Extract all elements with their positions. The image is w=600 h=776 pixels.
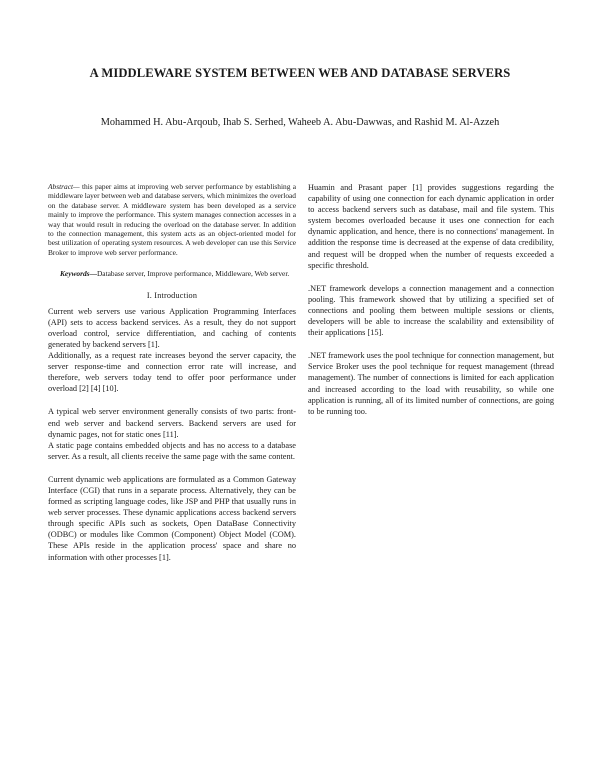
paragraph: Huamin and Prasant paper [1] provides suggestions regarding the capability of using one connection for each dynamic application in order to access backend servers such as database, mail and file system. This system becomes overloaded because it uses one connection for each dynamic application, and hence, there is no connections' management. In addition the response time is decreased at the expense of data credibility, and request will be dropped when the number of requests exceeded a specific threshold. [308, 183, 554, 270]
left-column [48, 182, 296, 563]
paragraph: .NET framework uses the pool technique for connection management, but Service Broker uses the pool technique for request management (thread management). The number of connections is limited for each application and increased according to the load with reusability, so while one application is running, all of its limited number of connections, are going to be running too. [308, 351, 554, 416]
paper-title: A MIDDLEWARE SYSTEM BETWEEN WEB AND DATABASE SERVERS [89, 66, 511, 80]
paragraph: Current web servers use various Application Programming Interfaces (API) sets to access backend services. As a result, they do not support overload control, service differentiation, and caching of contents generated by backend servers [1]. [48, 306, 296, 349]
paragraph: .NET framework develops a connection management and a connection pooling. This framework showed that by utilizing a specified set of connections and pooling them between multiple sessions or clients, developers will be able to increase the scalability and extensibility of their applications [15]. [308, 283, 554, 338]
paragraph: A static page contains embedded objects and has no access to a database server. As a result, all clients receive the same page with the same content. [48, 440, 296, 461]
keywords-label: Keywords— [60, 269, 97, 279]
abstract-label: Abstract— [48, 182, 80, 191]
paper-authors: Mohammed H. Abu-Arqoub, Ihab S. Serhed, Waheeb A. Abu-Dawwas, and Rashid M. Al-Azzeh [100, 117, 500, 128]
paragraph: A typical web server environment generally consists of two parts: front-end web server and backend servers. Backend servers are used for dynamic pages, not for static ones [11]. [48, 407, 296, 439]
abstract [48, 182, 296, 257]
right-column [308, 182, 554, 417]
keywords-text: Database server, Improve performance, Middleware, Web server. [96, 269, 290, 279]
abstract-text: this paper aims at improving web server performance by establishing a middleware layer between web and database servers, which minimizes the overload on the database server. A middleware system has been developed as a service mainly to improve the performance. This system manages connection accesses in a way that would result in reducing the overload on the database server. In addition to the connection management, this system acts as an object-oriented model for best utilization of operating system resources. A web developer can use this Service Broker to improve web server performance. [48, 182, 296, 257]
paragraph: Additionally, as a request rate increases beyond the server capacity, the server response-time and connection error rate will increase, and therefore, web servers today tend to offer poor performance under overload [2] [4] [10]. [48, 351, 296, 394]
paragraph: Current dynamic web applications are formulated as a Common Gateway Interface (CGI) that runs in a separate process. Alternatively, they can be formed as scripting language codes, like JSP and PHP that usually runs in web server processes. These dynamic applications access backend servers through specific APIs such as sockets, Open DataBase Connectivity (ODBC) or modules like Common (Component) Object Model (COM). These APIs reside in the application process' space and share no information with other processes [1]. [48, 474, 296, 562]
section-heading-introduction: I. Introduction [146, 290, 198, 300]
keywords [48, 269, 296, 278]
